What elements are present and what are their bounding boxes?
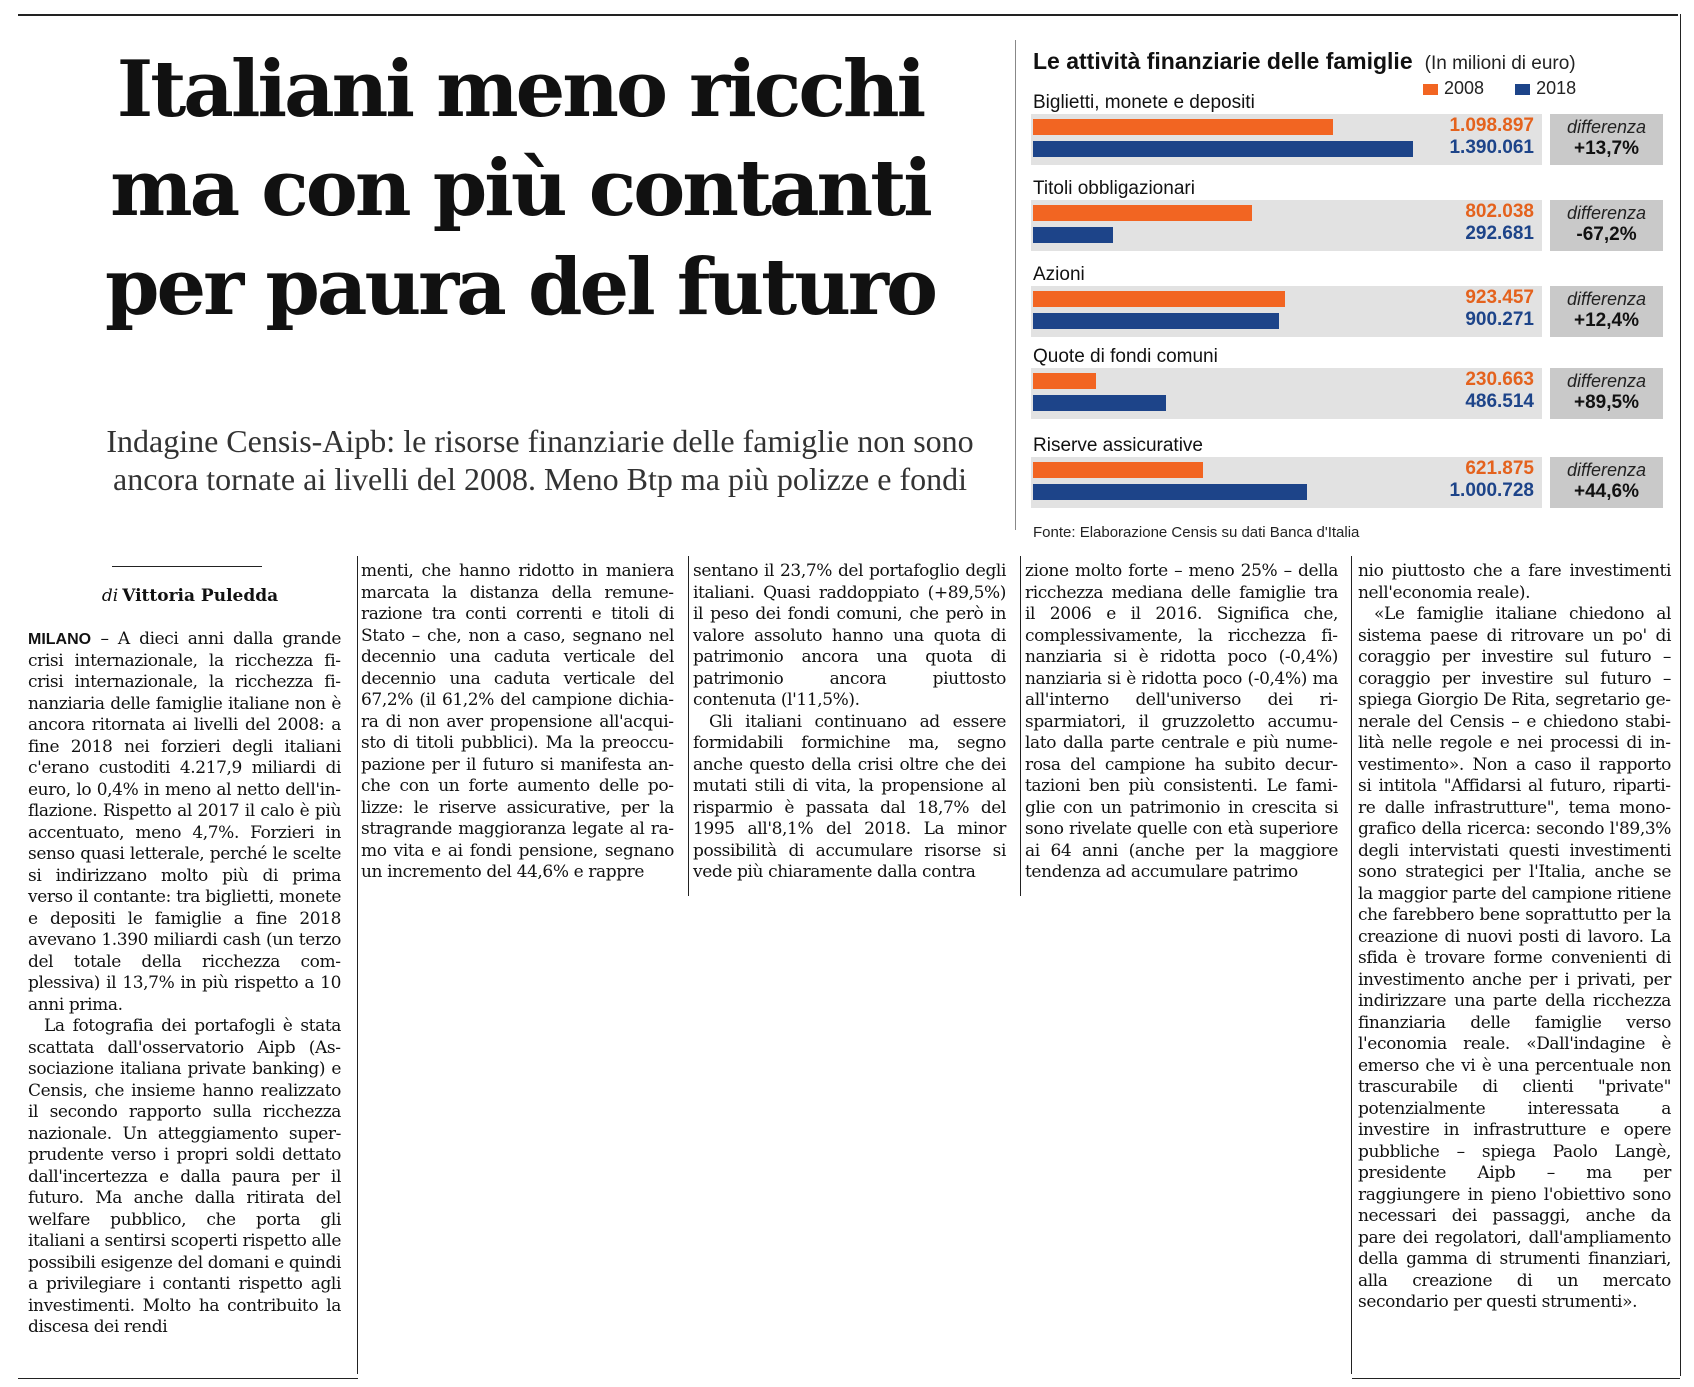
chart-category	[1023, 178, 1663, 253]
value-label-2018: 292.681	[1465, 223, 1534, 244]
difference-box	[1550, 368, 1663, 419]
chart-title-text: Le attività finanziarie delle famiglie	[1033, 48, 1413, 74]
article-column-1	[28, 629, 341, 1339]
category-band	[1031, 457, 1542, 508]
category-label: Biglietti, monete e depositi	[1033, 92, 1255, 113]
bottom-rule	[18, 1378, 358, 1379]
article-paragraph: Gli italiani continuano ad essere formidabili formichine ma, segno anche questo della crisi oltre che dei mutati stili di vita, la propensione al risparmio è passata dal 18,7% del 1995 all'8,1% del 2018. La minor possibilità di accumulare risorse si vede più chiaramente dalla contra	[693, 711, 1006, 882]
column-rule	[357, 556, 358, 1374]
right-border-rule	[1680, 14, 1681, 1376]
article-column-4	[1025, 561, 1338, 884]
difference-box	[1550, 286, 1663, 337]
difference-value: +89,5%	[1574, 392, 1639, 413]
category-band	[1031, 114, 1542, 165]
dateline: MILANO	[28, 631, 92, 648]
chart-category	[1023, 92, 1663, 167]
category-label: Azioni	[1033, 264, 1085, 285]
bar-2008	[1033, 291, 1285, 307]
bar-2018	[1033, 395, 1166, 411]
difference-label: differenza	[1566, 117, 1647, 137]
value-label-2008: 802.038	[1465, 201, 1534, 222]
legend-label-2008: 2008	[1444, 78, 1485, 98]
value-label-2008: 621.875	[1465, 458, 1534, 479]
value-label-2008: 1.098.897	[1449, 115, 1534, 136]
article-paragraph	[28, 629, 341, 1016]
difference-value: -67,2%	[1576, 224, 1637, 245]
difference-label: differenza	[1566, 203, 1647, 223]
headline-line: per paura del futuro	[104, 242, 936, 333]
paragraph-text: – A dieci anni dalla grande crisi internazionale, la ricchezza ficrisi internazionale, la ricchezza finanziaria delle famiglie italiane non è ancora ritornata ai livelli del 2008: a fine 2018 nei forzieri degli italiani c'erano custoditi 4.217,9 miliardi di euro, lo 0,4% in meno al netto dell'inflazione. Rispetto al 2017 il calo è più accentuato, meno 4,7%. Forzieri in senso quasi letterale, perché le scelte si indirizzano molto più di prima verso il contante: tra biglietti, monete e depositi le famiglie a fine 2018 avevano 1.390 miliardi cash (un terzo del totale della ricchezza complessiva) il 13,7% in più rispetto a 10 anni prima.	[28, 629, 341, 1015]
byline-prefix: di	[101, 586, 119, 606]
bar-2008	[1033, 119, 1333, 135]
chart-title	[1033, 48, 1576, 75]
article-paragraph: nio piuttosto che a fare investimenti nell'economia reale).	[1358, 561, 1671, 603]
article-paragraph: zione molto forte – meno 25% – della ricchezza mediana delle famiglie tra il 2006 e il 2016. Significa che, complessivamente, la ricchezza finanziaria si è ridotta poco (-0,4%) nanziaria si è ridotta poco (-0,4%) ma all'interno dell'universo dei risparmiatori, il gruzzoletto accumulato dalla parte centrale e più numerosa del campione ha subito decurtazioni ben più consistenti. Le famiglie con un patrimonio in crescita si sono rivelate quelle con età superiore ai 64 anni (anche per la maggiore tendenza ad accumulare patrimo	[1025, 561, 1338, 882]
chart-source: Fonte: Elaborazione Censis su dati Banca d'Italia	[1033, 524, 1360, 541]
difference-box	[1550, 457, 1663, 508]
value-label-2018: 1.000.728	[1449, 480, 1534, 501]
category-band	[1031, 286, 1542, 337]
column-rule	[1351, 556, 1352, 1374]
difference-label: differenza	[1566, 289, 1647, 309]
article-paragraph: «Le famiglie italiane chiedono al sistema paese di ritrovare un po' di coraggio per investire sul futuro – coraggio per investire sul futuro – spiega Giorgio De Rita, segretario generale del Censis – e chiedono stabilità nelle regole e nei processi di investimento». Non a caso il rapporto si intitola "Affidarsi al futuro, ripartire dalle infrastrutture", tema monografico della ricerca: secondo l'89,3% degli intervistati questi investimenti sono strategici per l'Italia, anche se la maggior parte del campione ritiene che farebbero bene soprattutto per la creazione di nuovi posti di lavoro. La sfida è trovare forme convenienti di investimento anche per i privati, per indirizzare una parte della ricchezza finanziaria delle famiglie verso l'economia reale. «Dall'indagine è emerso che vi è una percentuale non trascurabile di clienti "private" potenzialmente interessata a investire in infrastrutture e opere pubbliche – spiega Paolo Langè, presidente Aipb – ma per raggiungere in pieno l'obiettivo sono necessari dei passaggi, anche da pare dei regolatori, dall'ampliamento della gamma di strumenti finanziari, alla creazione di un mercato secondario per questi strumenti».	[1358, 604, 1671, 1312]
top-rule	[18, 14, 1678, 16]
bar-2018	[1033, 141, 1413, 157]
byline-top-rule	[112, 566, 262, 567]
category-label: Quote di fondi comuni	[1033, 346, 1218, 367]
article-paragraph: sentano il 23,7% del portafoglio degli italiani. Quasi raddoppiato (+89,5%) il peso dei fondi comuni, che però in valore assoluto hanno una quota di patrimonio ancora una quota di patrimonio ancora piuttosto contenuta (l'11,5%).	[693, 561, 1006, 710]
difference-box	[1550, 114, 1663, 165]
subheadline-line: Indagine Censis-Aipb: le risorse finanziarie delle famiglie non sono	[106, 423, 974, 459]
category-label: Titoli obbligazionari	[1033, 178, 1195, 199]
bar-2008	[1033, 462, 1203, 478]
headline	[20, 40, 1020, 337]
difference-box	[1550, 200, 1663, 251]
value-label-2008: 230.663	[1465, 369, 1534, 390]
article-paragraph: menti, che hanno ridotto in maniera marcata la distanza della remunerazione tra conti correnti e titoli di Stato – che, non a caso, segnano nel decennio una caduta verticale del decennio una caduta verticale del 67,2% (il 61,2% del campione dichiara di non aver propensione all'acquisto di titoli pubblici). Ma la preoccupazione per il futuro si manifesta anche con un forte aumento delle polizze: le riserve assicurative, per la stragrande maggioranza legate al ramo vita e ai fondi pensione, segnano un incremento del 44,6% e rappre	[361, 561, 674, 882]
difference-label: differenza	[1566, 460, 1647, 480]
category-band	[1031, 368, 1542, 419]
byline	[30, 586, 350, 606]
headline-line: ma con più contanti	[110, 143, 930, 234]
chart-category	[1023, 346, 1663, 421]
subheadline-line: ancora tornate ai livelli del 2008. Meno Btp ma più polizze e fondi	[113, 461, 967, 497]
value-label-2018: 1.390.061	[1449, 137, 1534, 158]
category-label: Riserve assicurative	[1033, 435, 1203, 456]
bar-2018	[1033, 313, 1279, 329]
headline-line: Italiani meno ricchi	[116, 44, 924, 135]
article-column-5	[1358, 561, 1671, 1314]
bar-2008	[1033, 205, 1252, 221]
article-column-2	[361, 561, 674, 884]
value-label-2008: 923.457	[1465, 287, 1534, 308]
chart-unit: (In milioni di euro)	[1424, 53, 1576, 74]
category-band	[1031, 200, 1542, 251]
article-paragraph: La fotografia dei portafogli è stata scattata dall'osservatorio Aipb (Associazione italiana private banking) e Censis, che insieme hanno realizzato il secondo rapporto sulla ricchezza nazionale. Un atteggiamento super-prudente verso i propri soldi dettato dall'incertezza e dalla paura per il futuro. Ma anche dalla ritirata del welfare pubblico, che porta gli italiani a sentirsi scoperti rispetto alle possibili esigenze del domani e quindi a privilegiare i contanti rispetto agli investimenti. Molto ha contribuito la discesa dei rendi	[28, 1016, 341, 1337]
bottom-rule	[1352, 1378, 1680, 1379]
difference-value: +44,6%	[1574, 481, 1639, 502]
value-label-2018: 900.271	[1465, 309, 1534, 330]
bar-2018	[1033, 227, 1113, 243]
infographic	[1023, 40, 1663, 540]
column-rule	[1020, 556, 1021, 896]
value-label-2018: 486.514	[1465, 391, 1534, 412]
chart-category	[1023, 264, 1663, 339]
column-rule	[688, 556, 689, 896]
legend-label-2018: 2018	[1536, 78, 1577, 98]
subheadline	[40, 422, 1040, 498]
article-column-3	[693, 561, 1006, 884]
difference-value: +12,4%	[1574, 310, 1639, 331]
byline-author: Vittoria Puledda	[122, 586, 279, 606]
chart-category	[1023, 435, 1663, 510]
difference-label: differenza	[1566, 371, 1647, 391]
bar-2008	[1033, 373, 1096, 389]
difference-value: +13,7%	[1574, 138, 1639, 159]
bar-2018	[1033, 484, 1307, 500]
